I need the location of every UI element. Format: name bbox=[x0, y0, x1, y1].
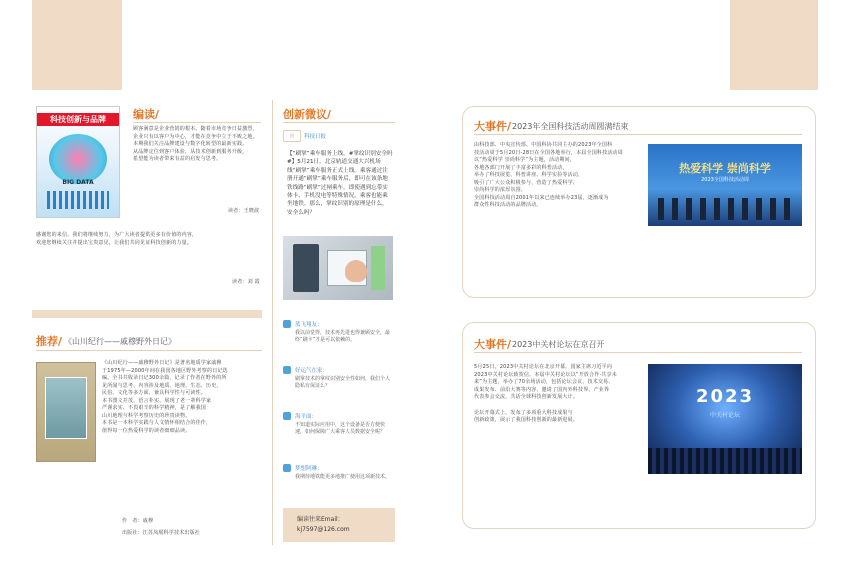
user-avatar-icon bbox=[283, 320, 291, 328]
email-box bbox=[283, 508, 395, 542]
audience bbox=[648, 448, 802, 474]
event1-photo-caption: 热爱科学 崇尚科学 bbox=[679, 162, 771, 175]
top-right-decor-block bbox=[730, 0, 818, 90]
comment-item bbox=[283, 318, 395, 364]
event1-photo bbox=[648, 144, 802, 226]
event1-title: 2023年全国科技活动周圆满结束 bbox=[512, 122, 629, 131]
email-label: 编读往来Email： bbox=[297, 516, 344, 523]
comment-text: 不知道实际应用中，这个设备是否方便快速，如何保障广大乘客人员数据安全呢？ bbox=[295, 422, 386, 435]
cover-bars bbox=[47, 191, 109, 209]
left-section-divider bbox=[32, 310, 262, 318]
magazine-title: 科技创新与品牌 bbox=[37, 113, 119, 126]
weibo-avatar: 日 bbox=[283, 130, 301, 142]
top-left-decor-block bbox=[32, 0, 122, 90]
middle-heading: 创新微议/ bbox=[283, 108, 332, 121]
user-avatar-icon bbox=[283, 464, 291, 472]
comment-text: 刷掌技术的掌纹识别安全性如何，我们个人隐私有保证么？ bbox=[295, 376, 391, 389]
event2-rule bbox=[474, 352, 802, 353]
hand-shape bbox=[345, 260, 367, 282]
book-author: 作 者：戚穆 bbox=[122, 518, 154, 524]
weibo-post: 【“刷掌”乘车服务上线，#掌纹识别安全吗#】5月21日，北京轨道交通大兴机场线“刷掌”乘车服务正式上线。乘客通过注册开通“刷掌”乘车服务后，即可在该条地铁线路“刷掌”过闸乘车。即使遇到忘带实体卡、手机没电等特殊情况，乘客也能乘坐地铁。那么，掌纹识别的原理是什么，安全么吗？ bbox=[287, 151, 393, 216]
palm-scan-photo bbox=[283, 236, 393, 300]
event2-photo bbox=[648, 364, 802, 474]
editorial-reader: 读者：王晓波 bbox=[228, 208, 260, 214]
editorial-reply: 感谢您的来信。我们将继续努力，为广大读者提供更多有价值的内容， 欢迎您继续关注并提出宝贵意见，让我们共同见证科技创新的力量。 bbox=[36, 232, 198, 246]
comment-user: 海平面： bbox=[295, 414, 318, 420]
editorial-rule bbox=[133, 122, 261, 123]
magazine-cover bbox=[36, 106, 120, 218]
comment-item bbox=[283, 462, 395, 500]
book-cover-art bbox=[45, 377, 87, 439]
recommend-body: 《山川纪行——戚穆野外日记》是著名地质学家戚穆 于1975年—2000年间在我国各地区野外考察的日记选 编。全书共收录日记300余篇，记录了作者在野外的所 见所闻与思考，内容涉及地质、地理、生态、历史、 民俗、文化等多方面，兼具科学性与可读性。 本书图文并茂，语言朴实，展现了老一辈科学家 严谨求实、不畏艰辛的科学精神，是了解我国 山川地理与科学考察历史的珍贵读物。 本书是一本科学实践与人文情怀相结合的佳作， 值得每一位热爱科学的读者细细品读。 bbox=[102, 360, 228, 434]
user-avatar-icon bbox=[283, 366, 291, 374]
weibo-name: 科技日报 bbox=[304, 134, 327, 140]
middle-rule bbox=[283, 122, 395, 123]
event2-body: 5月25日，2023中关村论坛在北京开幕。国家主席习近平向 2023中关村论坛致贺信。本届中关村论坛以“开放合作·共享未 来”为主题，举办了70余场活动，包括论坛会议、技术交易、 成果发布、前沿大赛等内容，邀请了国内外科技界、产业界 代表参会交流，共话全球科技创新发展大计。 论坛开幕式上，发布了多项重大科技成果与 创新政策，展示了我国科技创新的最新进展。 bbox=[474, 364, 617, 423]
event2-photo-caption: 中关村论坛 bbox=[709, 412, 740, 419]
comment-user: 好运气在家： bbox=[295, 368, 329, 374]
recommend-book-title: 《山川纪行——戚穆野外日记》 bbox=[64, 337, 176, 346]
comment-text: 我以前觉得，技术再先进也得兼顾安全，最终“刷卡”才是可以依赖的。 bbox=[295, 330, 391, 343]
gate-device bbox=[293, 244, 319, 292]
green-indicator bbox=[371, 246, 385, 290]
recommend-rule bbox=[36, 350, 262, 351]
user-avatar-icon bbox=[283, 412, 291, 420]
column-separator bbox=[272, 100, 273, 545]
event1-rule bbox=[474, 134, 802, 135]
editorial-body: 顾客满意是企业营销的根本。随着市场竞争日益激烈， 企业只有以客户为中心，才能在竞争中立于不败之地。 本期我们关注品牌建设与数字化转型的最新实践。 从品牌定位到客户体验，从技术创新到服务升级， 希望能为读者带来有益的启发与思考。 bbox=[133, 126, 258, 162]
editorial-reader-2: 读者：刘 霞 bbox=[232, 279, 260, 285]
stage-people bbox=[658, 198, 792, 220]
comment-item bbox=[283, 410, 395, 462]
event1-body: 由科技部、中央宣传部、中国科协共同主办的2023年全国科 技活动周于5月20日-28日在全国各地举行，本届全国科技活动周 以“热爱科学 崇尚科学”为主题，活动期间， 各地各部门开展了丰富多彩的科普活动， 举办了科技展览、科普讲座、科学实验等活动， 吸引了广大公众积极参与，营造了热爱科学、 崇尚科学的浓厚氛围。 全国科技活动周自2001年以来已连续举办23届，逐渐成为 群众性科技活动的品牌活动。 bbox=[474, 142, 623, 208]
cover-art bbox=[49, 134, 107, 184]
comment-text: 我期待地铁能更多地推广使用这项新技术。 bbox=[295, 474, 391, 480]
event1-photo-year: 2023全国科技活动周 bbox=[701, 177, 749, 183]
comments-list bbox=[283, 318, 395, 500]
editorial-heading: 编读/ bbox=[133, 108, 160, 121]
event1-heading: 大事件/ bbox=[474, 120, 512, 133]
book-publisher: 出版社：江苏凤凰科学技术出版社 bbox=[122, 530, 201, 536]
recommend-heading: 推荐/ bbox=[36, 335, 63, 348]
comment-user: 蓝飞翔友： bbox=[295, 322, 323, 328]
event2-title: 2023中关村论坛在京召开 bbox=[512, 340, 605, 349]
magazine-subtitle: BIG DATA bbox=[62, 179, 94, 186]
comment-item bbox=[283, 364, 395, 410]
comment-user: 梦想阿琳： bbox=[295, 466, 323, 472]
event2-photo-year: 2023 bbox=[695, 386, 755, 407]
email-address[interactable]: kj7597@126.com bbox=[297, 526, 350, 533]
event2-heading: 大事件/ bbox=[474, 338, 512, 351]
book-cover bbox=[36, 362, 96, 462]
